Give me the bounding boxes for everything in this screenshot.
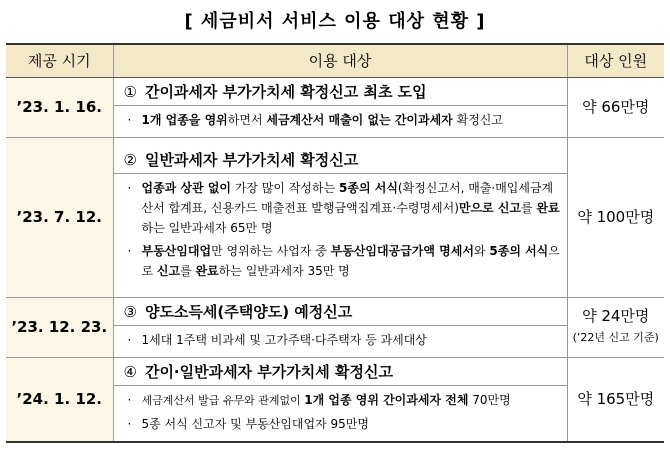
bullet-text: 만 영위하는 사업자 중 xyxy=(211,244,331,258)
table-row xyxy=(6,137,664,297)
count-value: 약 66만명 xyxy=(582,98,650,116)
row-count xyxy=(567,357,664,442)
row-count xyxy=(567,137,664,297)
row-heading xyxy=(114,362,567,386)
page-title: [ 세금비서 서비스 이용 대상 현황 ] xyxy=(184,11,486,32)
table-header-row xyxy=(6,44,664,77)
bullet-dot-icon: · xyxy=(127,416,132,431)
header-target: 이용 대상 xyxy=(113,44,567,77)
bullet-text: (확정신고서, 매출·매입세금계산서 합계표, 신용카드 매출전표 발행금액집계표·수령명세서) xyxy=(141,181,554,215)
bullet-item xyxy=(128,414,561,434)
header-period: 제공 시기 xyxy=(6,44,113,77)
count-value: 약 100만명 xyxy=(577,208,655,226)
row-heading-text: 간이·일반과세자 부가가치세 확정신고 xyxy=(144,362,393,381)
bullet-text: 를 xyxy=(180,264,196,278)
service-target-table xyxy=(6,43,664,443)
bullet-dot-icon: · xyxy=(127,181,132,195)
row-target xyxy=(113,137,567,297)
table-row xyxy=(6,297,664,357)
bullet-text: 으로 xyxy=(141,244,560,278)
row-target xyxy=(113,297,567,357)
bullet-text-bold: 세금계산서 매출이 없는 간이과세자 xyxy=(266,112,453,127)
row-date: ’24. 1. 12. xyxy=(6,357,113,442)
bullet-text: 가장 많이 작성하는 xyxy=(231,181,340,195)
row-count xyxy=(567,297,664,357)
bullet-text-bold: 부동산임대공급가액 명세서 xyxy=(330,244,474,258)
bullet-text: 5종 서식 신고자 및 부동산임대업자 95만명 xyxy=(141,416,369,431)
bullet-text-bold: 완료 xyxy=(536,201,560,215)
count-value: 약 24만명 xyxy=(582,307,650,325)
bullet-text-bold: 만으로 신고 xyxy=(458,201,522,215)
count-note: (’22년 신고 기준) xyxy=(572,331,659,344)
bullet-text-bold: 1개 업종 영위 간이과세자 전체 xyxy=(304,392,469,407)
bullet-text-bold: 5종의 서식 xyxy=(339,181,398,195)
header-count: 대상 인원 xyxy=(567,44,664,77)
bullet-text: 1세대 1주택 비과세 및 고가주택·다주택자 등 과세대상 xyxy=(141,332,427,347)
table-row xyxy=(6,357,664,442)
bullet-item xyxy=(128,390,561,411)
row-number: ① xyxy=(123,82,137,101)
row-number: ④ xyxy=(123,362,137,381)
count-value: 약 165만명 xyxy=(577,390,655,409)
row-date: ’23. 1. 16. xyxy=(6,77,113,137)
row-target xyxy=(113,77,567,137)
bullet-text: 하는 일반과세자 65만 명 xyxy=(141,221,273,235)
bullet-dot-icon: · xyxy=(127,112,132,127)
row-heading xyxy=(114,82,567,106)
bullet-text: 확정신고 xyxy=(452,112,503,127)
bullet-text-bold: 신고 xyxy=(156,264,181,278)
row-target xyxy=(113,357,567,442)
row-number: ② xyxy=(123,151,137,169)
bullet-text: 하는 일반과세자 35만 명 xyxy=(218,264,350,278)
bullet-item xyxy=(128,110,561,130)
bullet-text: 세금계산서 발급 유무와 관계없이 xyxy=(141,393,305,407)
row-heading xyxy=(114,150,567,174)
bullet-dot-icon: · xyxy=(127,244,132,258)
row-date: ’23. 7. 12. xyxy=(6,137,113,297)
row-heading-text: 양도소득세(주택양도) 예정신고 xyxy=(144,302,353,321)
row-heading xyxy=(114,302,567,326)
bullet-item xyxy=(128,330,561,350)
bullet-dot-icon: · xyxy=(127,392,132,407)
table-row xyxy=(6,77,664,137)
bullet-item xyxy=(128,178,561,238)
bullet-text: 하면서 xyxy=(227,112,267,127)
bullet-text-bold: 업종과 상관 없이 xyxy=(141,181,232,195)
row-number: ③ xyxy=(123,302,137,321)
bullet-text-bold: 1개 업종을 영위 xyxy=(141,112,228,127)
row-heading-text: 간이과세자 부가가치세 확정신고 최초 도입 xyxy=(144,82,427,101)
bullet-dot-icon: · xyxy=(127,332,132,347)
row-date: ’23. 12. 23. xyxy=(6,297,113,357)
bullet-text-bold: 5종의 서식 xyxy=(489,244,549,258)
bullet-text: 와 xyxy=(473,244,490,258)
bullet-item xyxy=(128,241,561,281)
bullet-text: 70만명 xyxy=(468,392,511,407)
row-count xyxy=(567,77,664,137)
bullet-text-bold: 완료 xyxy=(195,264,219,278)
bullet-text-bold: 부동산임대업 xyxy=(141,244,212,258)
bullet-text: 를 xyxy=(521,201,537,215)
row-heading-text: 일반과세자 부가가치세 확정신고 xyxy=(144,151,359,169)
